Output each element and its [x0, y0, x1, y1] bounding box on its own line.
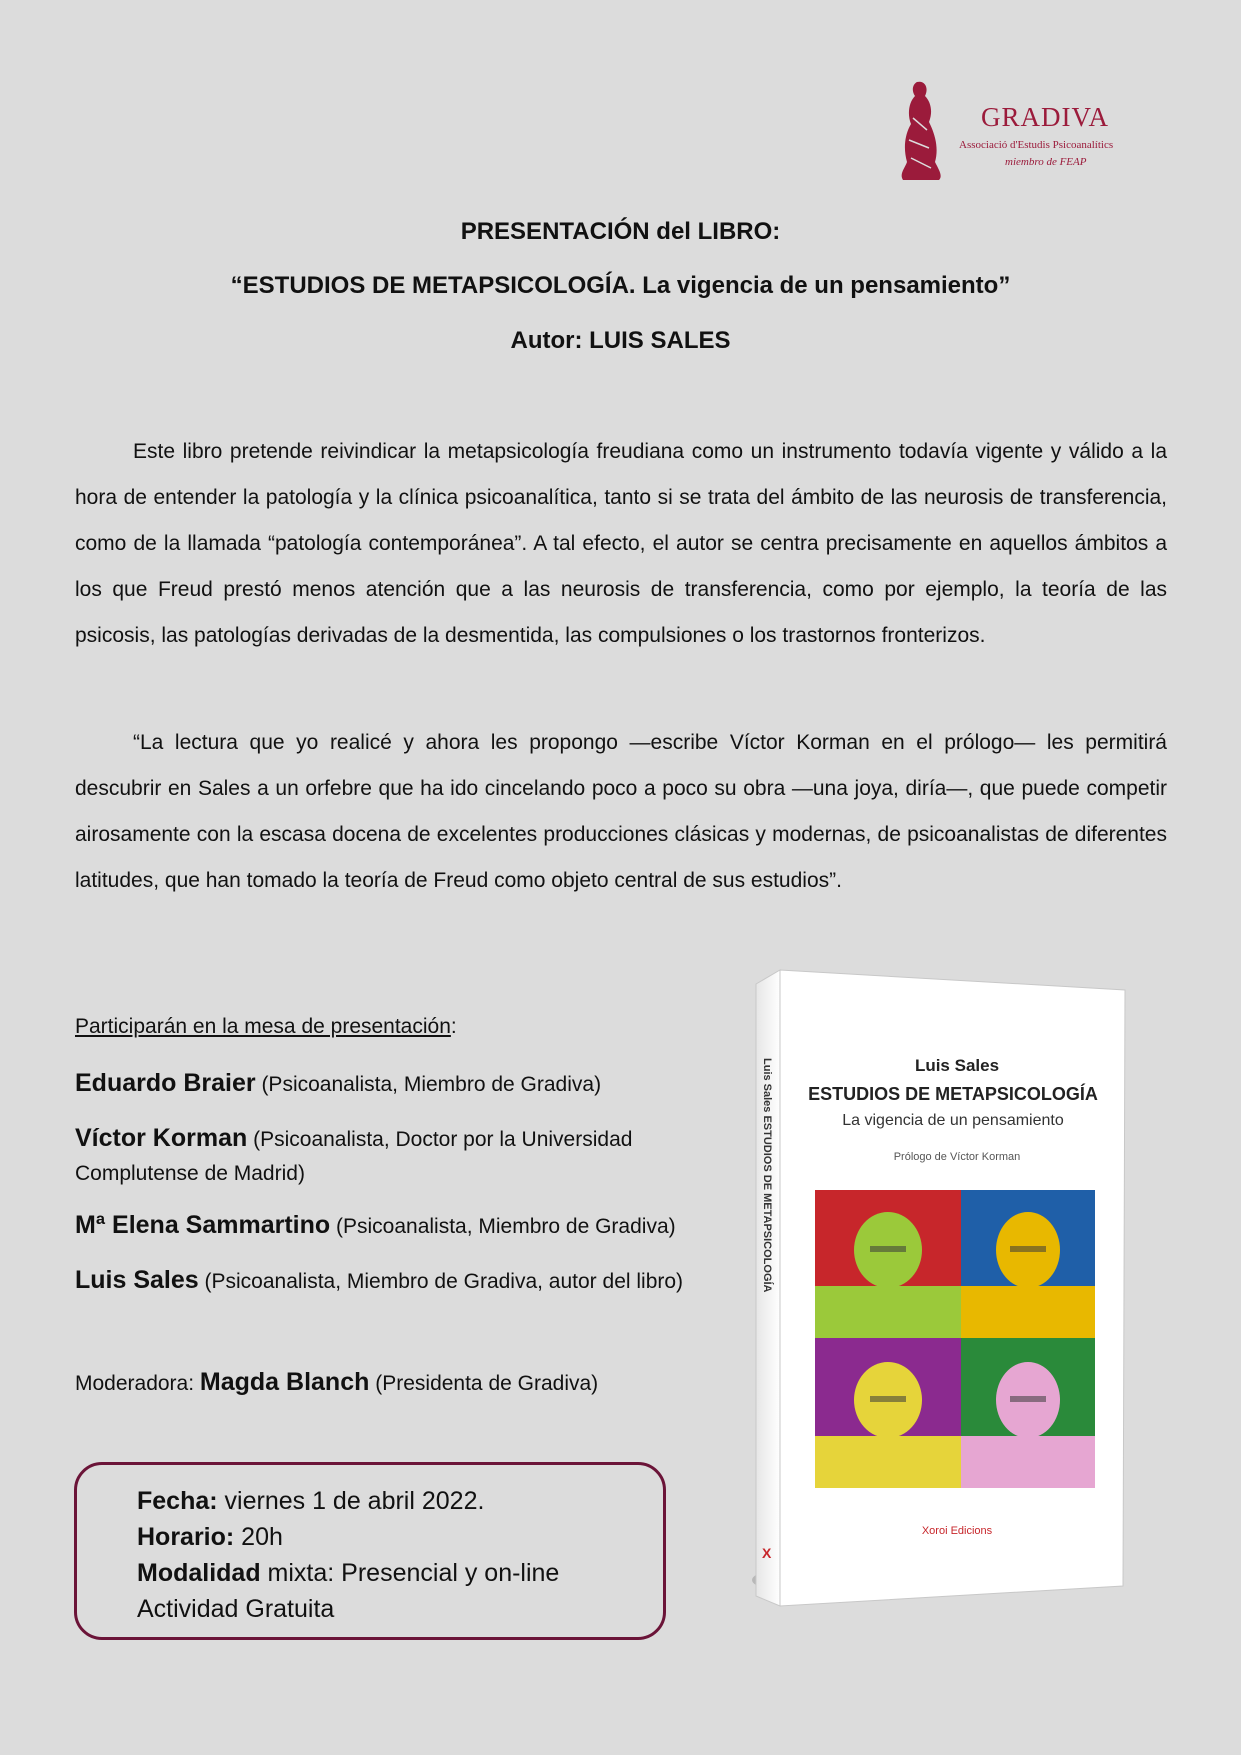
- book-spine-text: Luis Sales ESTUDIOS DE METAPSICOLOGÍA: [761, 1058, 773, 1293]
- moderator-name: Magda Blanch: [199, 1368, 370, 1396]
- participants-title: [75, 1015, 457, 1039]
- participant-item: [75, 1263, 735, 1299]
- event-info-lines: [137, 1483, 559, 1627]
- participant-item: [75, 1208, 735, 1244]
- event-info-box: [74, 1462, 666, 1640]
- participant-role: (Psicoanalista, Miembro de Gradiva): [330, 1215, 676, 1238]
- participant-role: (Psicoanalista, Doctor por la Universidad Complutense de Madrid): [75, 1128, 633, 1185]
- book-prologue: Prólogo de Víctor Korman: [893, 1151, 1021, 1163]
- participant-item: [75, 1066, 735, 1102]
- moderator-role: (Presidenta de Gradiva): [369, 1372, 599, 1395]
- participant-role: (Psicoanalista, Miembro de Gradiva, autor del libro): [198, 1270, 684, 1293]
- presentation-heading: PRESENTACIÓN del LIBRO:: [460, 218, 781, 245]
- time-value: 20h: [234, 1523, 283, 1551]
- date-value: viernes 1 de abril 2022.: [217, 1487, 485, 1515]
- date-line: [137, 1483, 559, 1519]
- participant-name: Mª Elena Sammartino: [75, 1211, 331, 1239]
- author-heading: Autor: LUIS SALES: [510, 327, 731, 354]
- quote-text: “La lectura que yo realicé y ahora les propongo —escribe Víctor Korman en el prólogo— les permitirá descubrir en Sales a un orfebre que ha ido cincelando poco a poco su obra —una joya, diría—, que puede competir airosamente con la escasa docena de excelentes producciones clásicas y modernas, de psicoanalistas de diferentes latitudes, que han tomado la teoría de Freud como objeto central de sus estudios”.: [75, 731, 1167, 892]
- participant-item: [75, 1121, 735, 1191]
- quote-paragraph: [75, 720, 1167, 904]
- book-portrait-grid: [815, 1190, 1095, 1488]
- book-subtitle: La vigencia de un pensamiento: [842, 1112, 1064, 1129]
- participant-name: Luis Sales: [75, 1266, 199, 1294]
- date-label: Fecha:: [137, 1487, 218, 1515]
- participant-role: (Psicoanalista, Miembro de Gradiva): [255, 1073, 602, 1096]
- free-activity: Actividad Gratuita: [137, 1595, 335, 1623]
- mode-line: [137, 1555, 559, 1591]
- logo-membership: miembro de FEAP: [1005, 156, 1087, 168]
- description-text: Este libro pretende reivindicar la metapsicología freudiana como un instrumento todavía vigente y válido a la hora de entender la patología y la clínica psicoanalítica, tanto si se trata del ámbito de las neurosis de transferencia, como de la llamada “patología contemporánea”. A tal efecto, el autor se centra precisamente en aquellos ámbitos a los que Freud prestó menos atención que a las neurosis de transferencia, como por ejemplo, la teoría de las psicosis, las patologías derivadas de la desmentida, las compulsiones o los trastornos fronterizos.: [75, 440, 1167, 647]
- participant-name: Víctor Korman: [75, 1124, 248, 1152]
- description-paragraph: [75, 429, 1167, 659]
- gradiva-figure-icon: [895, 78, 945, 182]
- logo-name: GRADIVA: [981, 102, 1110, 132]
- mode-value: mixta: Presencial y on-line: [260, 1559, 560, 1587]
- time-label: Horario:: [137, 1523, 235, 1551]
- book-title: ESTUDIOS DE METAPSICOLOGÍA: [808, 1084, 1098, 1104]
- book-spine-logo: X: [762, 1545, 772, 1561]
- book-title-heading: “ESTUDIOS DE METAPSICOLOGÍA. La vigencia de un pensamiento”: [230, 272, 1011, 299]
- logo-subtitle: Associació d'Estudis Psicoanalítics: [959, 139, 1114, 151]
- time-line: [137, 1519, 559, 1555]
- book-author: Luis Sales: [914, 1056, 1000, 1075]
- mode-label: Modalidad: [137, 1559, 261, 1587]
- participant-name: Eduardo Braier: [75, 1069, 256, 1097]
- book-cover-image: [752, 968, 1127, 1608]
- gradiva-logo: [895, 78, 1155, 183]
- participants-colon: :: [450, 1015, 457, 1038]
- moderator-line: [75, 1368, 598, 1397]
- participants-title-text: Participarán en la mesa de presentación: [75, 1015, 451, 1038]
- book-publisher: Xoroi Edicions: [921, 1525, 993, 1537]
- moderator-label: Moderadora:: [75, 1372, 200, 1395]
